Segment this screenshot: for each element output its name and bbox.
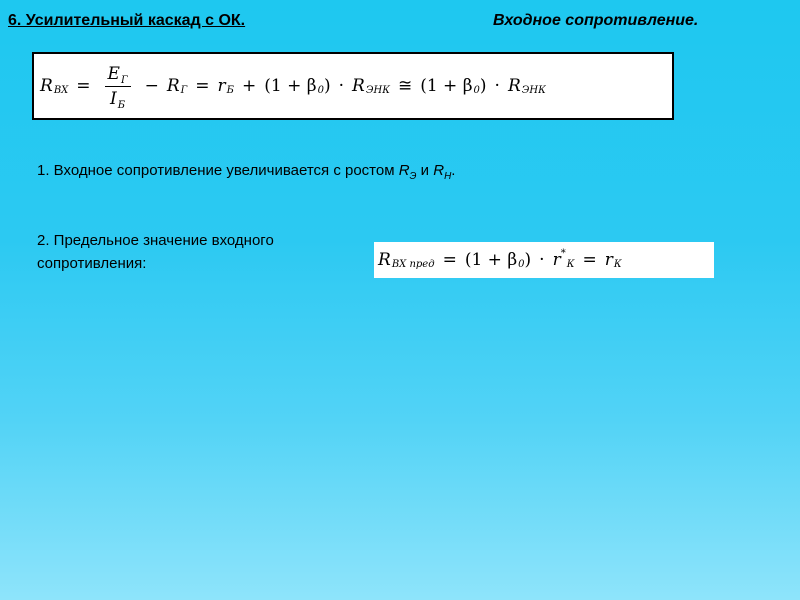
point-1-and: и [416,162,434,179]
formula1-Re-sub: ЭНК [365,84,390,96]
formula1-E-sub: Г [120,74,128,86]
slide-subtitle: Входное сопротивление. [493,12,699,29]
formula1-eq1: = [76,76,91,96]
limit-resistance-formula [374,242,714,278]
formula1-Rg: R [166,76,180,96]
point-1-var-rn: R [433,162,445,179]
point-2-line-2: сопротивления: [37,255,147,272]
formula1-minus: − [144,76,159,96]
formula2-paren-sub: 0 [518,258,525,270]
formula1-approx: ≅ [397,76,413,96]
formula2-r: r [552,250,561,270]
formula1-r: r [217,76,226,96]
formula1-fraction [105,64,131,109]
formula1-denominator [107,87,128,109]
formula2-R: R [378,250,391,270]
formula2-r2: r [604,250,613,270]
formula1-Re2: R [507,76,521,96]
formula1-I: I [110,88,117,109]
formula1-I-sub: Б [117,99,126,111]
formula2-r-sub: К [566,258,575,270]
formula1-dot2: · [494,76,500,96]
formula1-paren1-sub: 0 [317,84,324,96]
formula2-eq2: = [582,250,597,270]
formula1-E: E [107,63,120,84]
input-resistance-formula [32,52,674,120]
formula1-eq2: = [195,76,210,96]
formula2-paren-close: ) [524,250,532,270]
formula1-r-sub: Б [226,84,235,96]
formula1-paren2-sub: 0 [473,84,480,96]
point-1-text: 1. Входное сопротивление увеличивается с ростом [37,162,399,179]
formula1-dot1: · [338,76,345,96]
formula2-eq1: = [442,250,457,270]
formula1-paren1: (1 + β [264,76,317,96]
formula1-Re: R [352,76,365,96]
formula1-plus: + [242,76,257,96]
point-1-end: . [451,162,456,179]
point-1-var-re: R [398,162,410,179]
formula2-R-sub: ВХ пред [391,258,435,270]
slide-title: 6. Усилительный каскад с ОК. [8,12,246,29]
formula1-numerator [105,64,131,87]
formula2-dot: · [539,250,545,270]
formula2-r-sup: * [560,247,566,259]
formula1-R-sub: ВХ [53,84,69,96]
formula1-paren1-close: ) [323,76,331,96]
formula1-Rg-sub: Г [180,84,188,96]
point-1 [37,162,456,182]
point-1-var-rn-sub: Н [444,171,452,182]
point-2-line-1: 2. Предельное значение входного [37,232,274,249]
formula1-Re2-sub: ЭНК [521,84,546,96]
formula1-paren2-close: ) [479,76,487,96]
formula1-R: R [40,76,53,96]
formula2-r2-sub: К [613,258,622,270]
formula1-paren2: (1 + β [420,76,473,96]
formula2-paren: (1 + β [464,250,518,270]
point-1-var-re-sub: Э [409,171,417,182]
